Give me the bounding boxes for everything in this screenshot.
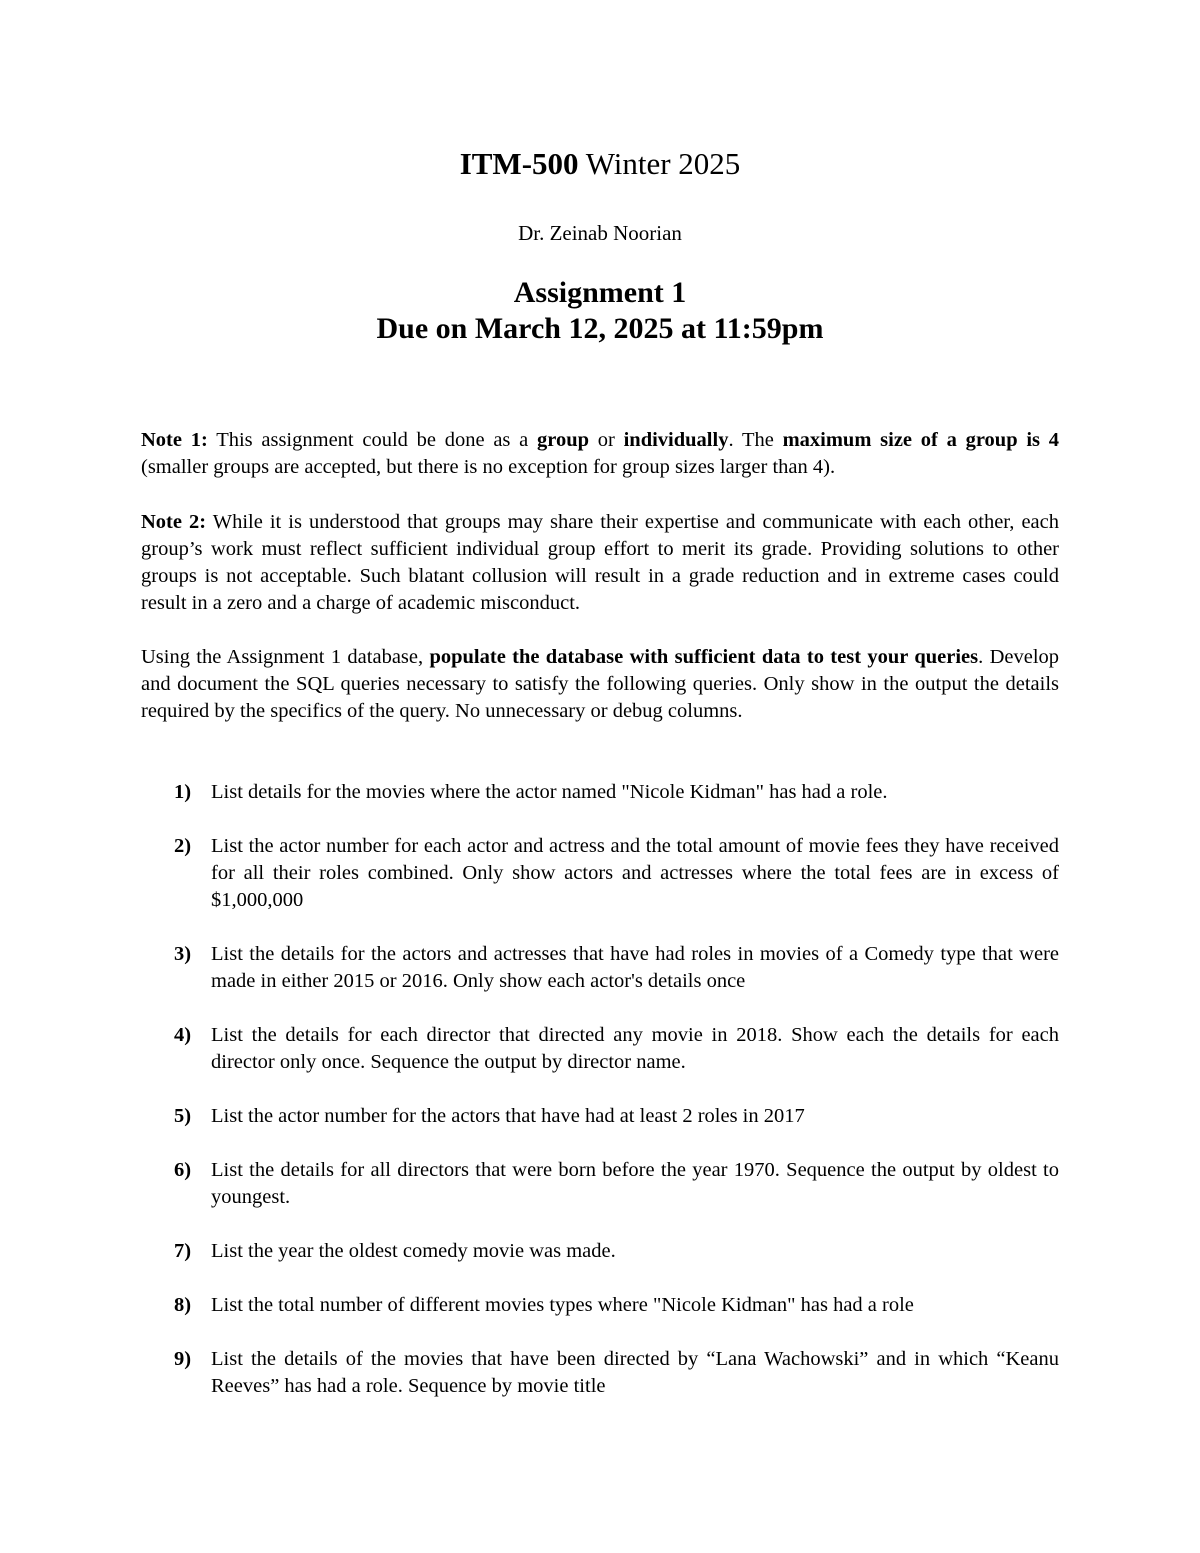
query-item [141,779,1059,806]
query-number: 4) [174,1024,192,1046]
query-item [141,1022,1059,1076]
instructor-name: Dr. Zeinab Noorian [518,221,682,245]
query-text: List the details for all directors that were born before the year 1970. Sequence the output by oldest to youngest. [211,1159,1059,1208]
query-item [141,1346,1059,1400]
query-text: List the details of the movies that have been directed by “Lana Wachowski” and in which “Keanu Reeves” has had a role. Sequence by movie title [211,1348,1059,1397]
course-heading [0,144,1200,184]
query-number: 8) [174,1294,192,1316]
query-number: 1) [174,781,192,803]
query-item [141,833,1059,914]
intro-bold-populate: populate the database with sufficient data to test your queries [429,646,979,668]
query-number: 3) [174,943,192,965]
intro-text-1: Using the Assignment 1 database, [141,646,424,668]
query-item [141,941,1059,995]
query-text: List the actor number for each actor and actress and the total amount of movie fees they have received for all their roles combined. Only show actors and actresses where the total fees are in excess of $1,000,000 [211,835,1059,911]
course-code: ITM-500 [459,146,579,181]
query-number: 5) [174,1105,192,1127]
note-1-text-3: . The [728,429,774,451]
query-text: List the details for the actors and actresses that have had roles in movies of a Comedy type that were made in either 2015 or 2016. Only show each actor's details once [211,943,1059,992]
note-1 [141,427,1059,481]
note-1-label: Note 1: [141,429,208,451]
query-item [141,1157,1059,1211]
query-item [141,1292,1059,1319]
note-1-bold-max-size: maximum size of a group is 4 [782,429,1060,451]
query-text: List the actor number for the actors that have had at least 2 roles in 2017 [211,1105,805,1127]
query-text: List the details for each director that directed any movie in 2018. Show each the details for each director only once. Sequence the output by director name. [211,1024,1059,1073]
note-1-text-2: or [597,429,615,451]
query-text: List the total number of different movies types where "Nicole Kidman" has had a role [211,1294,914,1316]
note-2 [141,509,1059,617]
query-number: 6) [174,1159,192,1181]
note-2-text: While it is understood that groups may share their expertise and communicate with each other, each group’s work must reflect sufficient individual group effort to merit its grade. Providing solutions to other groups is not acceptable. Such blatant collusion will result in a grade reduction and in extreme cases could result in a zero and a charge of academic misconduct. [141,511,1059,614]
query-number: 7) [174,1240,192,1262]
query-item [141,1238,1059,1265]
note-1-text-1: This assignment could be done as a [216,429,529,451]
note-2-label: Note 2: [141,511,207,533]
due-date-line: Due on March 12, 2025 at 11:59pm [376,312,824,345]
query-number: 9) [174,1348,192,1370]
query-text: List the year the oldest comedy movie was made. [211,1240,616,1262]
course-term: Winter 2025 [585,146,741,181]
note-1-text-4: (smaller groups are accepted, but there is no exception for group sizes larger than 4). [141,456,836,478]
intro-text-2: . Develop and document the SQL queries necessary to satisfy the following queries. Only show in the output the details required by the specifics of the query. No unnecessary or debug columns. [141,646,1060,722]
assignment-title: Assignment 1 [513,276,687,309]
query-item [141,1103,1059,1130]
query-number: 2) [174,835,192,857]
query-text: List details for the movies where the actor named "Nicole Kidman" has had a role. [211,781,888,803]
note-1-bold-individually: individually [623,429,729,451]
instructions-paragraph [141,644,1059,725]
note-1-bold-group: group [537,429,590,451]
query-list [141,779,1059,1427]
